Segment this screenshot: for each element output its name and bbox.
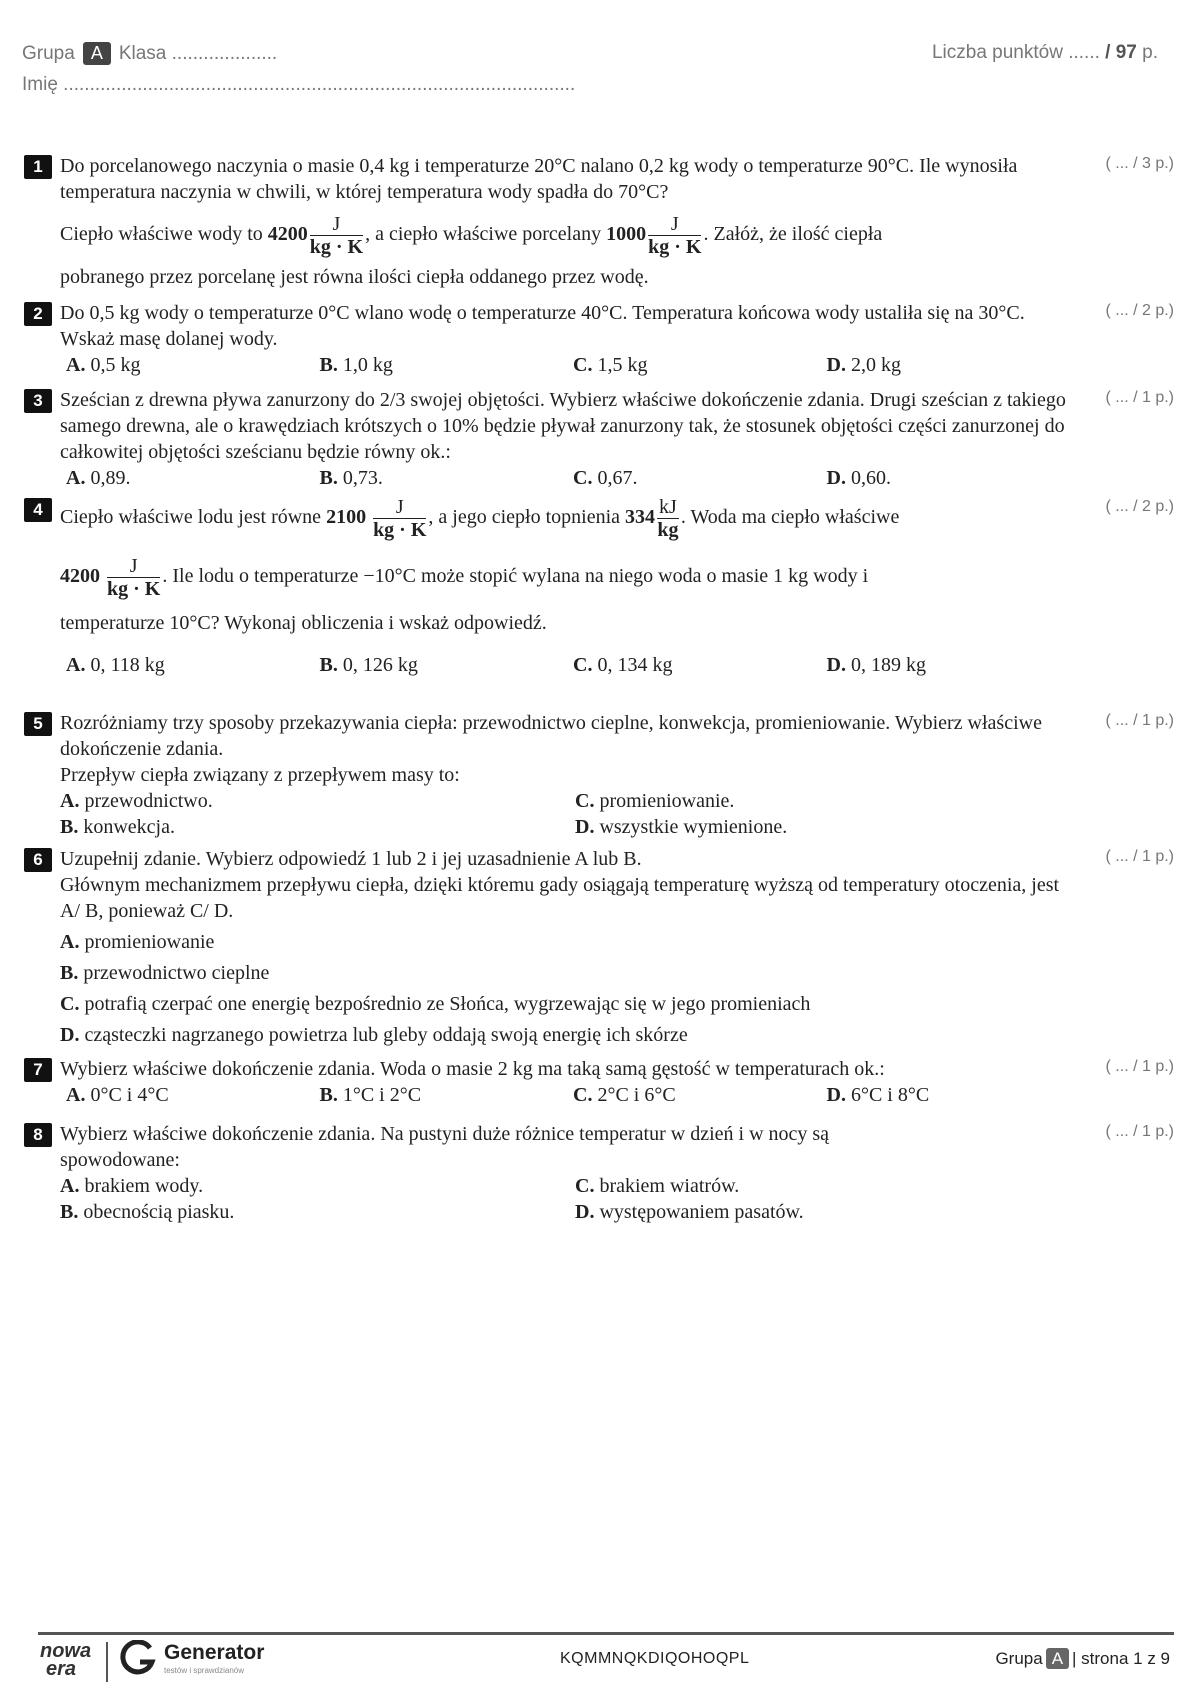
answer-text: przewodnictwo cieplne [78, 962, 270, 984]
answer-text: 0,60. [845, 467, 891, 489]
question-text: Rozróżniamy trzy sposoby przekazywania ciepła: przewodnictwo cieplne, konwekcja, promieniowanie. Wybierz właściwe dokończenie zdania. [60, 712, 1042, 760]
header-left [22, 42, 576, 95]
answer-letter: A. [60, 931, 80, 953]
question-text: Do 0,5 kg wody o temperaturze 0°C wlano wodę o temperaturze 40°C. Temperatura końcowa wody ustaliła się na 30°C. Wskaż masę dolanej wody. [60, 302, 1025, 350]
answer-grid [60, 1173, 1080, 1225]
fraction-denominator: kg · K [373, 519, 427, 541]
answer-option[interactable] [60, 814, 575, 840]
answer-letter: D. [826, 654, 846, 676]
answer-option[interactable] [60, 960, 1080, 986]
answer-option[interactable] [320, 352, 574, 378]
answer-option[interactable] [60, 1199, 575, 1225]
page-number: | strona 1 z 9 [1072, 1649, 1170, 1668]
group-badge: A [83, 42, 111, 65]
question-number: 6 [24, 848, 52, 872]
answer-text: brakiem wiatrów. [594, 1175, 740, 1197]
question-text: . Woda ma ciepło właściwe [680, 506, 900, 529]
value: 4200 [267, 223, 308, 246]
question-4 [24, 496, 1174, 678]
question-7 [24, 1056, 1174, 1108]
answer-letter: C. [575, 790, 595, 812]
answer-option[interactable] [575, 1173, 1075, 1199]
answer-option[interactable] [60, 991, 1080, 1017]
answer-letter: D. [826, 467, 846, 489]
question-points: ( ... / 1 p.) [1105, 1058, 1174, 1075]
answer-option[interactable] [60, 1022, 1080, 1048]
footer-group-label: Grupa [995, 1649, 1043, 1668]
answer-letter: D. [575, 1201, 595, 1223]
answer-option[interactable] [320, 652, 574, 678]
answer-option[interactable] [66, 352, 320, 378]
answer-row [66, 352, 1080, 378]
question-text: . Załóż, że ilość ciepła [703, 223, 883, 246]
answer-text: 0,89. [85, 467, 131, 489]
logo-separator [106, 1642, 108, 1682]
value: 1000 [606, 223, 647, 246]
answer-letter: D. [575, 816, 595, 838]
question-points: ( ... / 3 p.) [1105, 155, 1174, 172]
question-text: Wybierz właściwe dokończenie zdania. Woda o masie 2 kg ma taką samą gęstość w temperaturach ok.: [60, 1058, 885, 1080]
answer-option[interactable] [573, 652, 827, 678]
answer-option[interactable] [320, 465, 574, 491]
footer-group-badge: A [1046, 1648, 1069, 1669]
fraction-numerator: J [373, 496, 426, 519]
answer-option[interactable] [573, 1082, 827, 1108]
answer-row [66, 465, 1080, 491]
logo-text: nowa [40, 1640, 92, 1662]
fraction [373, 496, 426, 541]
question-8 [24, 1121, 1174, 1225]
fraction-denominator: kg · K [309, 236, 364, 258]
question-text: Przepływ ciepła związany z przepływem masy to: [60, 764, 460, 786]
question-points: ( ... / 2 p.) [1105, 302, 1174, 319]
answer-letter: C. [573, 467, 593, 489]
answer-option[interactable] [60, 788, 575, 814]
name-label: Imię ................................................................................................. [22, 74, 576, 95]
answer-letter: C. [60, 993, 80, 1015]
answer-row [66, 652, 1080, 678]
answer-letter: B. [319, 654, 338, 676]
answer-text: 0, 118 kg [85, 654, 165, 676]
question-points: ( ... / 1 p.) [1105, 389, 1174, 406]
answer-option[interactable] [575, 1199, 1075, 1225]
answer-letter: B. [319, 1084, 338, 1106]
points-total-value: / 97 [1105, 42, 1137, 63]
answer-row [66, 1082, 1080, 1108]
question-text: Wybierz właściwe dokończenie zdania. Na pustyni duże różnice temperatur w dzień i w nocy są spowodowane: [60, 1123, 830, 1171]
answer-letter: C. [573, 654, 593, 676]
question-text: temperaturze 10°C? Wykonaj obliczenia i wskaż odpowiedź. [60, 612, 547, 634]
answer-text: potrafią czerpać one energię bezpośrednio ze Słońca, wygrzewając się w jego promieniach [79, 993, 811, 1015]
answer-option[interactable] [60, 929, 1080, 955]
answer-text: występowaniem pasatów. [594, 1201, 804, 1223]
answer-letter: A. [66, 354, 86, 376]
fraction-numerator: J [107, 555, 160, 578]
question-points: ( ... / 1 p.) [1105, 712, 1174, 729]
answer-letter: C. [575, 1175, 595, 1197]
question-text: Ciepło właściwe wody to [60, 223, 268, 246]
answer-text: 2,0 kg [845, 354, 901, 376]
answer-text: 0°C i 4°C [85, 1084, 169, 1106]
generator-logo-text: Generator [164, 1641, 265, 1664]
answer-grid [60, 788, 1080, 840]
question-points: ( ... / 1 p.) [1105, 848, 1174, 865]
question-text: Uzupełnij zdanie. Wybierz odpowiedź 1 lub 2 i jej uzasadnienie A lub B. [60, 848, 642, 870]
class-label: Klasa .................... [118, 43, 278, 64]
answer-option[interactable] [827, 1082, 1081, 1108]
answer-text: cząsteczki nagrzanego powietrza lub gleby oddają swoją energię ich skórze [79, 1024, 688, 1046]
answer-option[interactable] [66, 652, 320, 678]
answer-text: 0, 126 kg [337, 654, 418, 676]
question-1 [24, 153, 1174, 290]
answer-letter: D. [826, 1084, 846, 1106]
answer-letter: C. [573, 1084, 593, 1106]
fraction-denominator: kg · K [648, 236, 702, 258]
answer-text: promieniowanie [79, 931, 215, 953]
answer-text: 0,67. [592, 467, 638, 489]
question-3 [24, 387, 1174, 491]
value: 4200 [60, 565, 100, 588]
generator-logo-subtitle: testów i sprawdzianów [164, 1666, 245, 1675]
question-text: , a jego ciepło topnienia [428, 506, 626, 529]
question-5 [24, 710, 1174, 840]
answer-text: 0,73. [337, 467, 383, 489]
answer-letter: C. [573, 354, 593, 376]
answer-option[interactable] [827, 352, 1081, 378]
fraction-denominator: kg [657, 519, 679, 541]
question-number: 5 [24, 712, 52, 736]
answer-option[interactable] [320, 1082, 574, 1108]
answer-letter: A. [66, 1084, 86, 1106]
answer-text: konwekcja. [78, 816, 175, 838]
question-number: 7 [24, 1058, 52, 1082]
test-code: KQMMNQKDIQOHOQPL [560, 1650, 750, 1667]
answer-text: 1°C i 2°C [337, 1084, 422, 1106]
answer-text: wszystkie wymienione. [594, 816, 788, 838]
question-number: 4 [24, 498, 52, 522]
question-text: Głównym mechanizmem przepływu ciepła, dzięki któremu gady osiągają temperaturę wyższą od temperatury otoczenia, jest A/ B, ponieważ C/ D. [60, 874, 1060, 922]
answer-text: przewodnictwo. [79, 790, 213, 812]
fraction-numerator: J [648, 213, 701, 236]
answer-text: promieniowanie. [594, 790, 735, 812]
footer-divider [38, 1632, 1174, 1635]
points-unit: p. [1136, 42, 1158, 63]
question-number: 8 [24, 1123, 52, 1147]
fraction [107, 555, 160, 600]
answer-option[interactable] [575, 788, 1075, 814]
value: 334 [625, 506, 656, 529]
answer-text: 1,5 kg [592, 354, 648, 376]
points-total [932, 42, 1158, 64]
question-6 [24, 846, 1174, 1048]
question-number: 2 [24, 302, 52, 326]
answer-letter: D. [60, 1024, 80, 1046]
group-label: Grupa [22, 43, 75, 64]
answer-letter: A. [66, 654, 86, 676]
answer-letter: A. [60, 1175, 80, 1197]
answer-text: 6°C i 8°C [845, 1084, 930, 1106]
nowa-era-logo [40, 1642, 91, 1678]
answer-letter: B. [319, 467, 338, 489]
answer-text: 0, 189 kg [845, 654, 926, 676]
answer-text: brakiem wody. [79, 1175, 204, 1197]
answer-option[interactable] [827, 465, 1081, 491]
question-points: ( ... / 2 p.) [1105, 498, 1174, 515]
answer-option[interactable] [827, 652, 1081, 678]
answer-option[interactable] [573, 465, 827, 491]
logo-text: era [46, 1658, 77, 1680]
fraction [657, 496, 679, 541]
answer-letter: D. [826, 354, 846, 376]
question-text: pobranego przez porcelanę jest równa ilości ciepła oddanego przez wodę. [60, 266, 649, 288]
fraction-numerator: J [310, 213, 363, 236]
answer-letter: B. [60, 1201, 79, 1223]
question-text: Sześcian z drewna pływa zanurzony do 2/3 swojej objętości. Wybierz właściwe dokończenie zdania. Drugi sześcian z takiego samego drewna, ale o krawędziach krótszych o 10% będzie pływał zanurzony tak, że stosunek objętości części zanurzonej do całkowitej objętości sześcianu będzie równy ok.: [60, 389, 1066, 463]
fraction-numerator: kJ [659, 496, 677, 518]
fraction-denominator: kg · K [107, 578, 161, 600]
generator-g-icon [120, 1640, 156, 1676]
answer-text: 0,5 kg [85, 354, 141, 376]
answer-text: 0, 134 kg [592, 654, 673, 676]
answer-letter: B. [60, 962, 79, 984]
value: 2100 [326, 506, 367, 529]
points-label: Liczba punktów ...... [931, 42, 1106, 63]
answer-option[interactable] [66, 1082, 320, 1108]
question-text: . Ile lodu o temperaturze −10°C może stopić wylana na niego woda o masie 1 kg wody i [162, 565, 869, 588]
answer-text: 1,0 kg [337, 354, 393, 376]
answer-text: obecnością piasku. [78, 1201, 235, 1223]
fraction [310, 213, 363, 258]
answer-option[interactable] [60, 1173, 575, 1199]
question-text: Do porcelanowego naczynia o masie 0,4 kg i temperaturze 20°C nalano 0,2 kg wody o temperaturze 90°C. Ile wynosiła temperatura naczynia w chwili, w której temperatura wody spadła do 70°C? [60, 155, 1018, 203]
answer-option[interactable] [573, 352, 827, 378]
question-text: , a ciepło właściwe porcelany [365, 223, 607, 246]
answer-letter: A. [66, 467, 86, 489]
question-number: 1 [24, 155, 52, 179]
answer-text: 2°C i 6°C [592, 1084, 676, 1106]
question-text: Ciepło właściwe lodu jest równe [60, 506, 327, 529]
question-number: 3 [24, 389, 52, 413]
answer-option[interactable] [66, 465, 320, 491]
answer-letter: B. [319, 354, 338, 376]
answer-letter: B. [60, 816, 79, 838]
question-2 [24, 300, 1174, 378]
page-indicator [995, 1648, 1170, 1669]
answer-letter: A. [60, 790, 80, 812]
fraction [648, 213, 701, 258]
answer-option[interactable] [575, 814, 1075, 840]
question-points: ( ... / 1 p.) [1105, 1123, 1174, 1140]
